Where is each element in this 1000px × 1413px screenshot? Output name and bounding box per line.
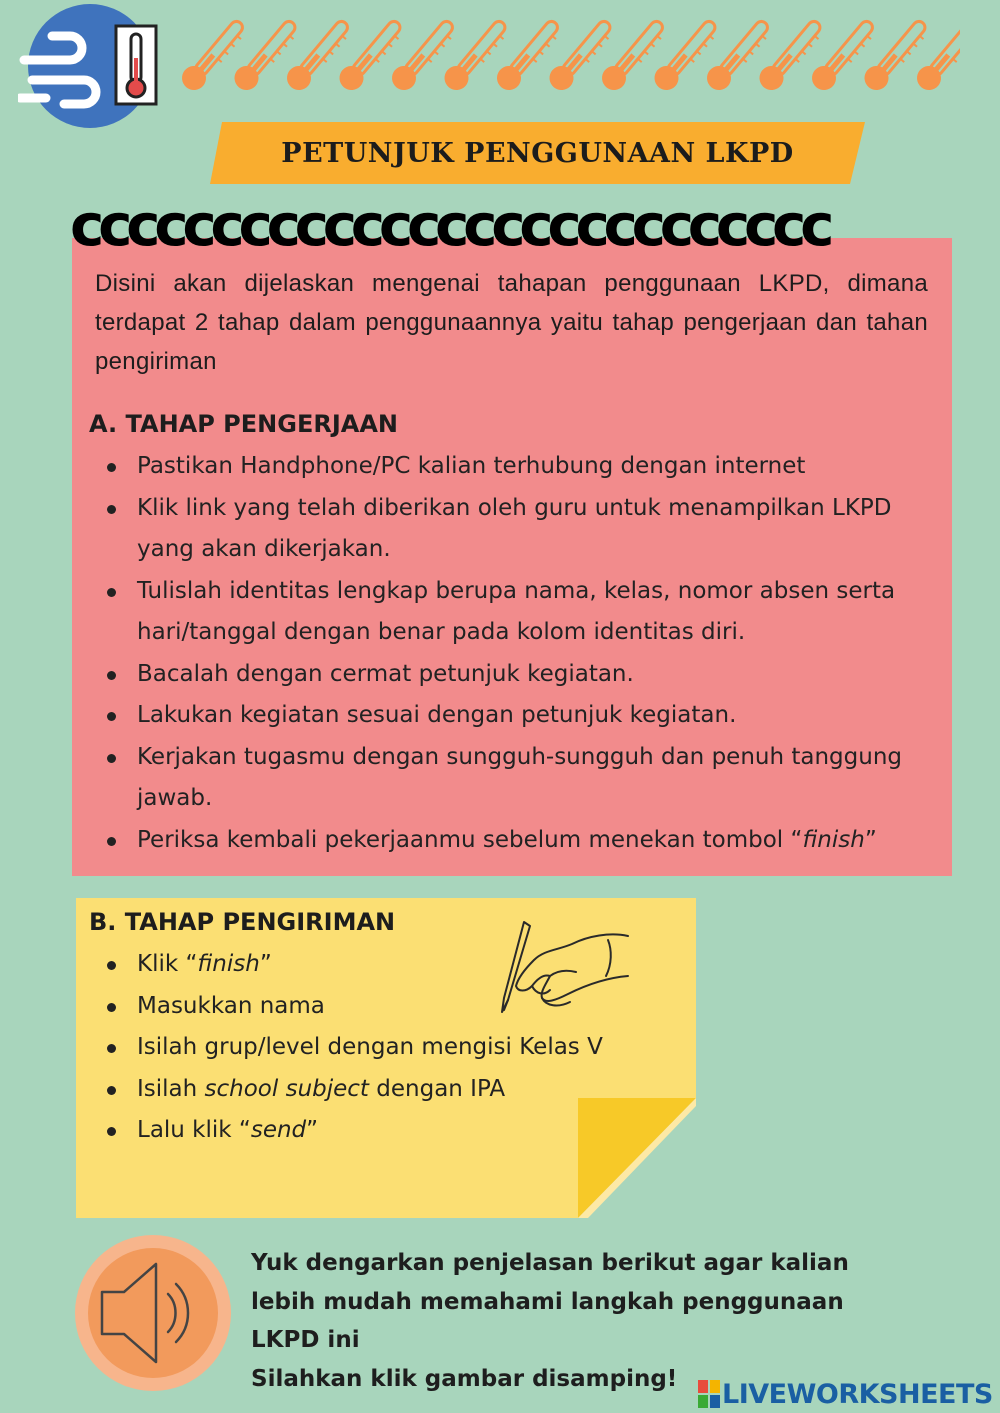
audio-instruction-text	[251, 1244, 911, 1398]
cta-line: lebih mudah memahami langkah penggunaan	[251, 1288, 844, 1315]
school-subject-emphasis: school subject	[204, 1075, 369, 1102]
thermometer-decoration-row	[170, 6, 960, 102]
cta-line: Silahkan klik gambar disamping!	[251, 1365, 678, 1392]
finish-emphasis: finish	[802, 826, 865, 853]
hand-writing-icon	[488, 920, 634, 1020]
item-text: Klik “	[137, 951, 198, 977]
send-emphasis: send	[250, 1117, 307, 1143]
intro-paragraph: Disini akan dijelaskan mengenai tahapan penggunaan LKPD, dimana terdapat 2 tahap dalam penggunaannya yaitu tahap pengerjaan dan tahan pengiriman	[95, 270, 928, 375]
thermometer-icon	[912, 15, 960, 95]
list-item: Bacalah dengan cermat petunjuk kegiatan.	[73, 654, 948, 696]
weather-thermometer-logo-icon	[18, 2, 168, 130]
list-item	[73, 1069, 633, 1111]
section-a-list	[73, 446, 948, 861]
item-text: ”	[864, 826, 877, 853]
cta-line: LKPD ini	[251, 1327, 360, 1353]
liveworksheets-watermark	[698, 1378, 993, 1410]
list-item: Masukkan nama	[73, 986, 633, 1028]
page-title: PETUNJUK PENGGUNAAN LKPD	[281, 137, 794, 169]
list-item	[73, 820, 948, 862]
list-item: Lakukan kegiatan sesuai dengan petunjuk kegiatan.	[73, 695, 948, 737]
section-a-heading: A. TAHAP PENGERJAAN	[89, 410, 398, 438]
list-item: Isilah grup/level dengan mengisi Kelas V	[73, 1027, 633, 1069]
list-item: Kerjakan tugasmu dengan sungguh-sungguh dan penuh tanggung jawab.	[73, 737, 948, 820]
list-item: Pastikan Handphone/PC kalian terhubung dengan internet	[73, 446, 948, 488]
liveworksheets-badge-icon	[698, 1380, 720, 1408]
item-text: ”	[259, 951, 272, 977]
list-item	[73, 1110, 633, 1152]
item-text: Periksa kembali pekerjaanmu sebelum menekan tombol “	[137, 826, 803, 853]
item-text: Lalu klik “	[137, 1117, 251, 1143]
speaker-audio-button-icon[interactable]	[72, 1232, 234, 1394]
spiral-binding: ccccccccccccccccccccccccccc	[70, 198, 829, 252]
list-item: Klik link yang telah diberikan oleh guru untuk menampilkan LKPD yang akan dikerjakan.	[73, 488, 948, 571]
list-item: Tulislah identitas lengkap berupa nama, kelas, nomor absen serta hari/tanggal dengan benar pada kolom identitas diri.	[73, 571, 948, 654]
watermark-brand: LIVEWORKSHEETS	[722, 1378, 993, 1410]
finish-emphasis: finish	[197, 951, 260, 977]
item-text: Isilah	[137, 1075, 205, 1102]
item-text: dengan IPA	[368, 1075, 506, 1102]
item-text: ”	[306, 1117, 319, 1143]
section-b-heading: B. TAHAP PENGIRIMAN	[89, 908, 396, 936]
cta-line: Yuk dengarkan penjelasan berikut agar kalian	[251, 1250, 849, 1276]
